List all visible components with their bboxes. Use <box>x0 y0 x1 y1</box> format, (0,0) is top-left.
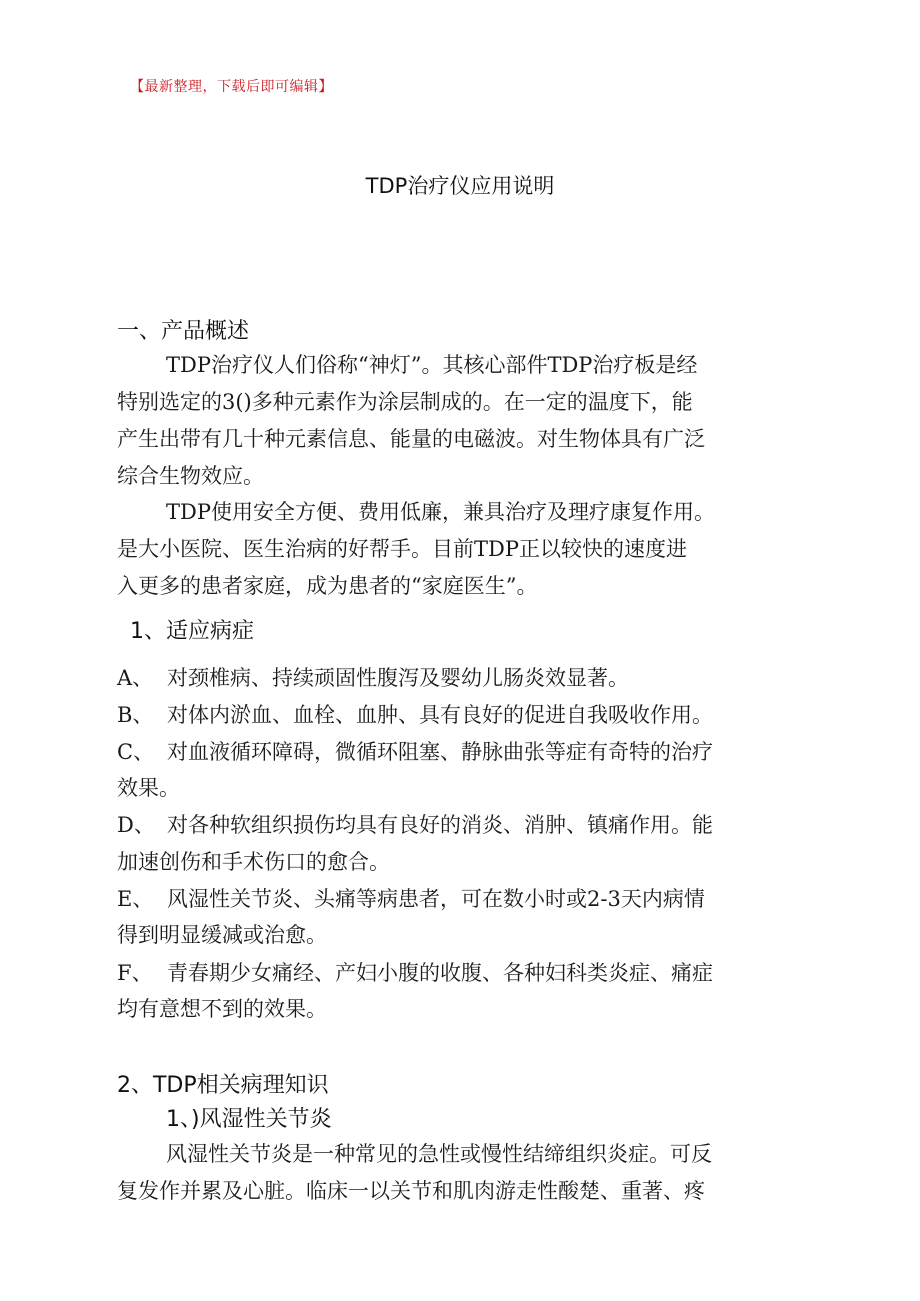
list-item-text: 对体内淤血、血栓、血肿、具有良好的促进自我吸收作用。 <box>167 703 713 727</box>
subsection-heading-indications: 1、适应病症 <box>130 619 254 644</box>
subsubsection-heading-rheumatism: 1、)风湿性关节炎 <box>166 1107 332 1132</box>
list-item-continuation: 加速创伤和手术伤口的愈合。 <box>117 850 390 874</box>
list-item-text: 对各种软组织损伤均具有良好的消炎、消肿、镇痛作用。能 <box>167 813 713 837</box>
list-item-text: 对颈椎病、持续顽固性腹泻及婴幼儿肠炎效显著。 <box>167 666 629 690</box>
list-item <box>117 665 629 691</box>
list-item <box>117 702 713 728</box>
list-item-continuation: 得到明显缓减或治愈。 <box>117 923 327 947</box>
list-item-text: 风湿性关节炎、头痛等病患者，可在数小时或2-3天内病情 <box>167 887 705 911</box>
list-item <box>117 960 713 986</box>
list-marker: C、 <box>117 740 155 764</box>
list-item-continuation: 效果。 <box>117 776 180 800</box>
list-marker: B、 <box>117 703 154 727</box>
subsection-heading-pathology: 2、TDP相关病理知识 <box>117 1073 329 1098</box>
list-marker: D、 <box>117 813 155 837</box>
paragraph-line: 复发作并累及心脏。临床一以关节和肌肉游走性酸楚、重著、疼 <box>117 1179 705 1203</box>
paragraph-line: TDP治疗仪人们俗称“神灯”。其核心部件TDP治疗板是经 <box>166 353 698 377</box>
paragraph-line: TDP使用安全方便、费用低廉，兼具治疗及理疗康复作用。 <box>166 500 715 524</box>
paragraph-line: 风湿性关节炎是一种常见的急性或慢性结缔组织炎症。可反 <box>166 1142 712 1166</box>
paragraph-line: 产生出带有几十种元素信息、能量的电磁波。对生物体具有广泛 <box>117 427 705 451</box>
list-item-continuation: 均有意想不到的效果。 <box>117 997 327 1021</box>
list-item <box>117 886 705 912</box>
paragraph-line: 综合生物效应。 <box>117 464 264 488</box>
edit-notice-banner: 【最新整理，下载后即可编辑】 <box>130 79 333 95</box>
paragraph-line: 入更多的患者家庭，成为患者的“家庭医生”。 <box>117 574 538 598</box>
paragraph-line: 是大小医院、医生治病的好帮手。目前TDP正以较快的速度进 <box>117 537 687 561</box>
document-title: TDP治疗仪应用说明 <box>365 174 555 198</box>
section-heading-overview: 一、产品概述 <box>117 319 250 344</box>
list-item <box>117 739 713 765</box>
list-item <box>117 812 713 838</box>
list-item-text: 青春期少女痛经、产妇小腹的收腹、各种妇科类炎症、痛症 <box>167 961 713 985</box>
list-item-text: 对血液循环障碍，微循环阻塞、静脉曲张等症有奇特的治疗 <box>167 740 713 764</box>
list-marker: A、 <box>117 666 154 690</box>
list-marker: F、 <box>117 961 153 985</box>
list-marker: E、 <box>117 887 154 911</box>
paragraph-line: 特别选定的3()多种元素作为涂层制成的。在一定的温度下，能 <box>117 390 693 414</box>
